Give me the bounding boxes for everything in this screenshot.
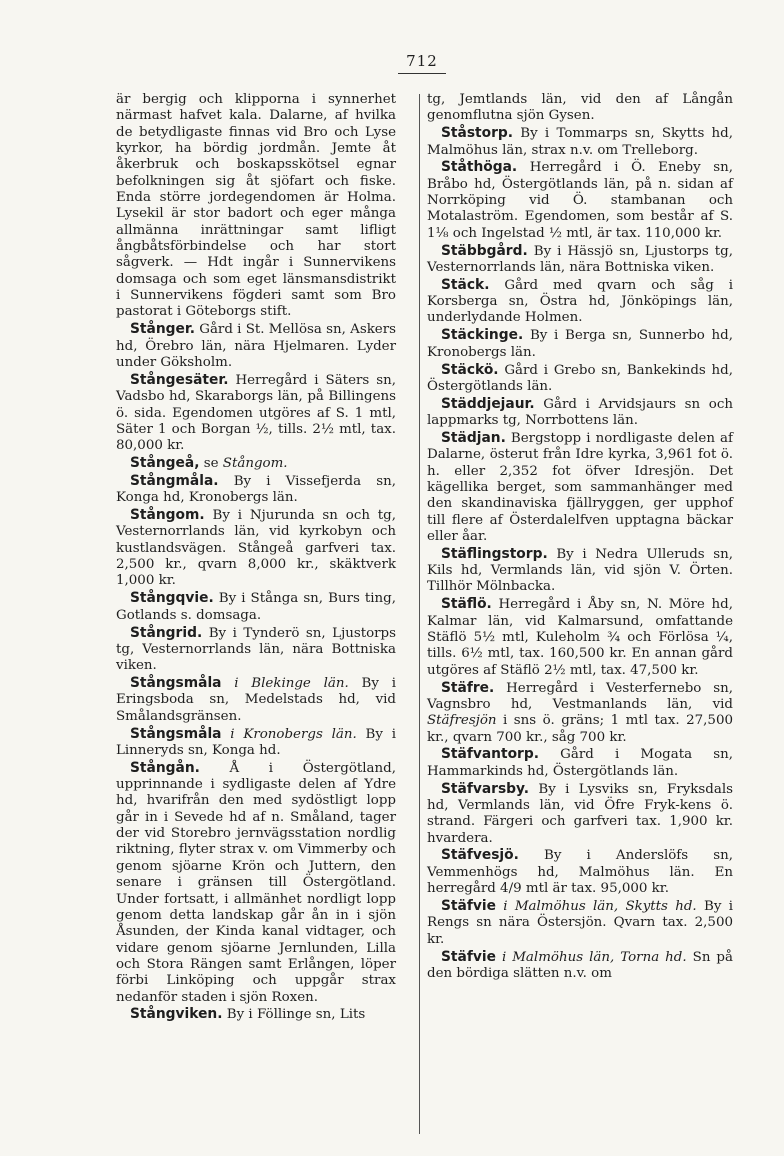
entry-headword: Stånger. bbox=[130, 321, 195, 338]
entry-headword: Stångsmåla bbox=[130, 675, 222, 692]
entry-text: tg, Jemtlands län, vid den af Långån genomflutna sjön Gysen. bbox=[427, 92, 733, 124]
entry-text: Gård i Arvidsjaurs sn och lappmarks tg, Norrbottens län. bbox=[427, 396, 733, 429]
right-column bbox=[427, 92, 733, 983]
entry-text: By i Lysviks sn, Fryksdals hd, Vermlands län, vid Öfre Fryk-kens ö. strand. Färgeri och garfveri tax. 1,900 kr. hvardera. bbox=[427, 781, 733, 846]
entry-headword: Stångqvie. bbox=[130, 590, 214, 607]
entry-qualifier: i Malmöhus län, Torna hd. bbox=[501, 949, 687, 965]
entry-text: By i Tommarps sn, Skytts hd, Malmöhus län, strax n.v. om Trelleborg. bbox=[427, 126, 733, 158]
entry-headword: Stångmåla. bbox=[130, 472, 219, 489]
entry-headword: Ståthöga. bbox=[441, 159, 518, 176]
dictionary-entry bbox=[116, 590, 396, 624]
entry-headword: Stångrid. bbox=[130, 624, 203, 641]
dictionary-entry bbox=[427, 159, 733, 242]
dictionary-entry bbox=[116, 507, 396, 590]
dictionary-entry bbox=[427, 546, 733, 596]
entry-qualifier: i Kronobergs län. bbox=[230, 726, 357, 742]
entry-text: By i Linneryds sn, Konga hd. bbox=[116, 726, 396, 758]
entry-text: Herregård i Säters sn, Vadsbo hd, Skaraborgs län, på Billingens ö. sida. Egendomen utgöres af S. 1 mtl, Säter 1 och Borgan ½, tills. 2½ mtl, tax. 80,000 kr. bbox=[116, 372, 396, 454]
dictionary-entry bbox=[427, 596, 733, 679]
dictionary-entry bbox=[427, 396, 733, 430]
dictionary-entry bbox=[116, 92, 396, 321]
entry-headword: Stäfre. bbox=[441, 679, 495, 696]
dictionary-entry bbox=[116, 726, 396, 760]
entry-text: By i Vissefjerda sn, Konga hd, Kronobergs län. bbox=[116, 473, 396, 506]
entry-qualifier: i Malmöhus län, Skytts hd. bbox=[503, 899, 697, 914]
entry-text: Å i Östergötland, upprinnande i sydligaste delen af Ydre hd, hvarifrån den med sydöstligt lopp går in i Sevede hd af n. Småland, tager der vid Storebro jernvägsstation nordlig riktning, flyter strax v. om Vimmerby och genom sjöarne Krön och Juttern, den senare i gränsen till Östergötland. Under fortsatt, i allmänhet nordligt lopp genom detta landskap går ån in i sjön Åsunden, der Kinda kanal vidtager, och vidare genom sjöarne Jernlunden, Lilla och Stora Rängen samt Erlången, löper förbi Linköping och uppgår strax nedanför staden i sjön Roxen. bbox=[116, 760, 396, 1005]
dictionary-entry bbox=[427, 92, 733, 125]
entry-text: By i Eringsboda sn, Medelstads hd, vid Smålandsgränsen. bbox=[116, 676, 396, 724]
entry-headword: Ståstorp. bbox=[441, 125, 514, 142]
entry-headword: Städjan. bbox=[441, 429, 506, 446]
entry-text: är bergig och klipporna i synnerhet närmast hafvet kala. Dalarne, af hvilka de betydligaste finnas vid Bro och Lyse kyrkor, ha bördig jordmån. Jemte åt åkerbruk och boskapsskötsel egnar befolkningen sig åt sjöfart och fiske. Enda större jordegendomen är Holma. Lysekil är stor badort och eger många allmänna inrättningar samt lifligt ångbåtsförbindelse och har stort sågverk. — Hdt ingår i Sunnervikens domsaga och som eget länsmansdistrikt i Sunnervikens fögderi samt som Bro pastorat i Göteborgs stift. bbox=[116, 92, 396, 320]
dictionary-entry bbox=[116, 625, 396, 675]
entry-headword: Stäckö. bbox=[441, 361, 499, 378]
entry-headword: Städdjejaur. bbox=[441, 395, 535, 412]
dictionary-entry bbox=[427, 847, 733, 897]
entry-text: By i Anderslöfs sn, Vemmenhögs hd, Malmöhus län. En herregård 4/9 mtl är tax. 95,000 kr. bbox=[427, 848, 733, 897]
entry-reference: Stäfresjön bbox=[427, 713, 497, 729]
entry-headword: Stångeå, bbox=[130, 455, 200, 472]
page-number-rule bbox=[398, 73, 446, 74]
column-divider bbox=[419, 94, 420, 1134]
dictionary-entry bbox=[427, 781, 733, 847]
dictionary-entry bbox=[116, 321, 396, 371]
entry-text: By i Föllinge sn, Lits bbox=[226, 1007, 366, 1023]
dictionary-entry bbox=[427, 362, 733, 396]
entry-text: By i Nedra Ulleruds sn, Kils hd, Vermlands län, vid sjön V. Örten. Tillhör Mölnbacka. bbox=[427, 546, 733, 595]
dictionary-entry bbox=[116, 675, 396, 725]
entry-headword: Stäck. bbox=[441, 276, 490, 293]
dictionary-entry bbox=[116, 473, 396, 507]
entry-headword: Stäfvarsby. bbox=[441, 780, 530, 797]
entry-text: By i Stånga sn, Burs ting, Gotlands s. domsaga. bbox=[116, 591, 396, 623]
entry-headword: Stångesäter. bbox=[130, 371, 229, 388]
entry-text: se bbox=[203, 456, 219, 472]
entry-text: Herregård i Ö. Eneby sn, Bråbo hd, Östergötlands län, på n. sidan af Norrköping vid Ö. stambanan och Motalaström. Egendomen, som består af S. 1⅛ och Ingelstad ½ mtl, är tax. 110,000 kr. bbox=[427, 160, 733, 241]
dictionary-entry bbox=[116, 455, 396, 472]
entry-headword: Stångsmåla bbox=[130, 725, 222, 742]
dictionary-entry bbox=[427, 277, 733, 327]
dictionary-entry bbox=[116, 372, 396, 455]
left-column bbox=[116, 92, 396, 1024]
dictionary-entry bbox=[427, 680, 733, 746]
entry-text: By i Njurunda sn och tg, Vesternorrlands län, vid kyrkobyn och kustlandsvägen. Stångeå garfveri tax. 2,500 kr., qvarn 8,000 kr., skäktverk 1,000 kr. bbox=[116, 508, 397, 589]
entry-headword: Stäfvesjö. bbox=[441, 847, 519, 864]
entry-headword: Stäbbgård. bbox=[441, 242, 528, 259]
entry-headword: Stäflö. bbox=[441, 596, 492, 613]
entry-text: Herregård i Vesterfernebo sn, Vagnsbro hd, Vestmanlands län, vid bbox=[427, 680, 733, 712]
dictionary-entry bbox=[427, 243, 733, 277]
entry-text: Sn på den bördiga slätten n.v. om bbox=[427, 949, 733, 981]
entry-headword: Stäfvantorp. bbox=[441, 746, 539, 763]
dictionary-entry bbox=[116, 1006, 396, 1023]
page-number: 712 bbox=[406, 52, 438, 70]
entry-text: Gård i Grebo sn, Bankekinds hd, Östergötlands län. bbox=[427, 362, 734, 394]
dictionary-entry bbox=[427, 949, 733, 983]
entry-text: Bergstopp i nordligaste delen af Dalarne, österut från Idre kyrka, 3,961 fot ö. h. eller 2,352 fot öfver Idresjön. Det kägellika berget, som sammanhänger med den skandinaviska fjällryggen, ger upphof till flere af Österdalelfven upptagna bäckar eller åar. bbox=[427, 430, 733, 544]
entry-headword: Stäflingstorp. bbox=[441, 545, 548, 562]
entry-qualifier: i Blekinge län. bbox=[234, 676, 349, 692]
entry-text: By i Rengs sn nära Östersjön. Qvarn tax. 2,500 kr. bbox=[427, 899, 733, 947]
entry-headword: Stångån. bbox=[130, 759, 200, 776]
dictionary-entry bbox=[427, 898, 733, 948]
entry-text: By i Tynderö sn, Ljustorps tg, Vesternorrlands län, nära Bottniska viken. bbox=[116, 625, 397, 674]
entry-headword: Stäfvie bbox=[441, 948, 496, 965]
dictionary-entry bbox=[116, 760, 396, 1006]
entry-text: By i Hässjö sn, Ljustorps tg, Vesternorrlands län, nära Bottniska viken. bbox=[427, 243, 733, 275]
entry-text: Gård i St. Mellösa sn, Askers hd, Örebro län, nära Hjelmaren. Lyder under Göksholm. bbox=[116, 322, 397, 370]
entry-headword: Stångviken. bbox=[130, 1006, 223, 1023]
entry-headword: Stångom. bbox=[130, 507, 205, 524]
dictionary-entry bbox=[427, 327, 733, 361]
entry-headword: Stäfvie bbox=[441, 898, 496, 914]
entry-headword: Stäckinge. bbox=[441, 327, 524, 344]
dictionary-entry bbox=[427, 430, 733, 545]
entry-text: By i Berga sn, Sunnerbo hd, Kronobergs län. bbox=[427, 328, 734, 360]
entry-text: Herregård i Åby sn, N. Möre hd, Kalmar län, vid Kalmarsund, omfattande Stäflö 5½ mtl, Kuleholm ¾ och Förlösa ¼, tills. 6½ mtl, tax. 160,500 kr. En annan gård utgöres af Stäflö 2½ mtl, tax. 47,500 kr. bbox=[427, 597, 734, 678]
entry-text: Gård med qvarn och såg i Korsberga sn, Östra hd, Jönköpings län, underlydande Holmen. bbox=[427, 277, 733, 326]
dictionary-entry bbox=[427, 746, 733, 780]
entry-reference: Stångom. bbox=[222, 456, 288, 472]
entry-text-continued: i sns ö. gräns; 1 mtl tax. 27,500 kr., qvarn 700 kr., såg 700 kr. bbox=[427, 713, 733, 745]
dictionary-entry bbox=[427, 125, 733, 159]
entry-text: Gård i Mogata sn, Hammarkinds hd, Östergötlands län. bbox=[427, 747, 733, 779]
